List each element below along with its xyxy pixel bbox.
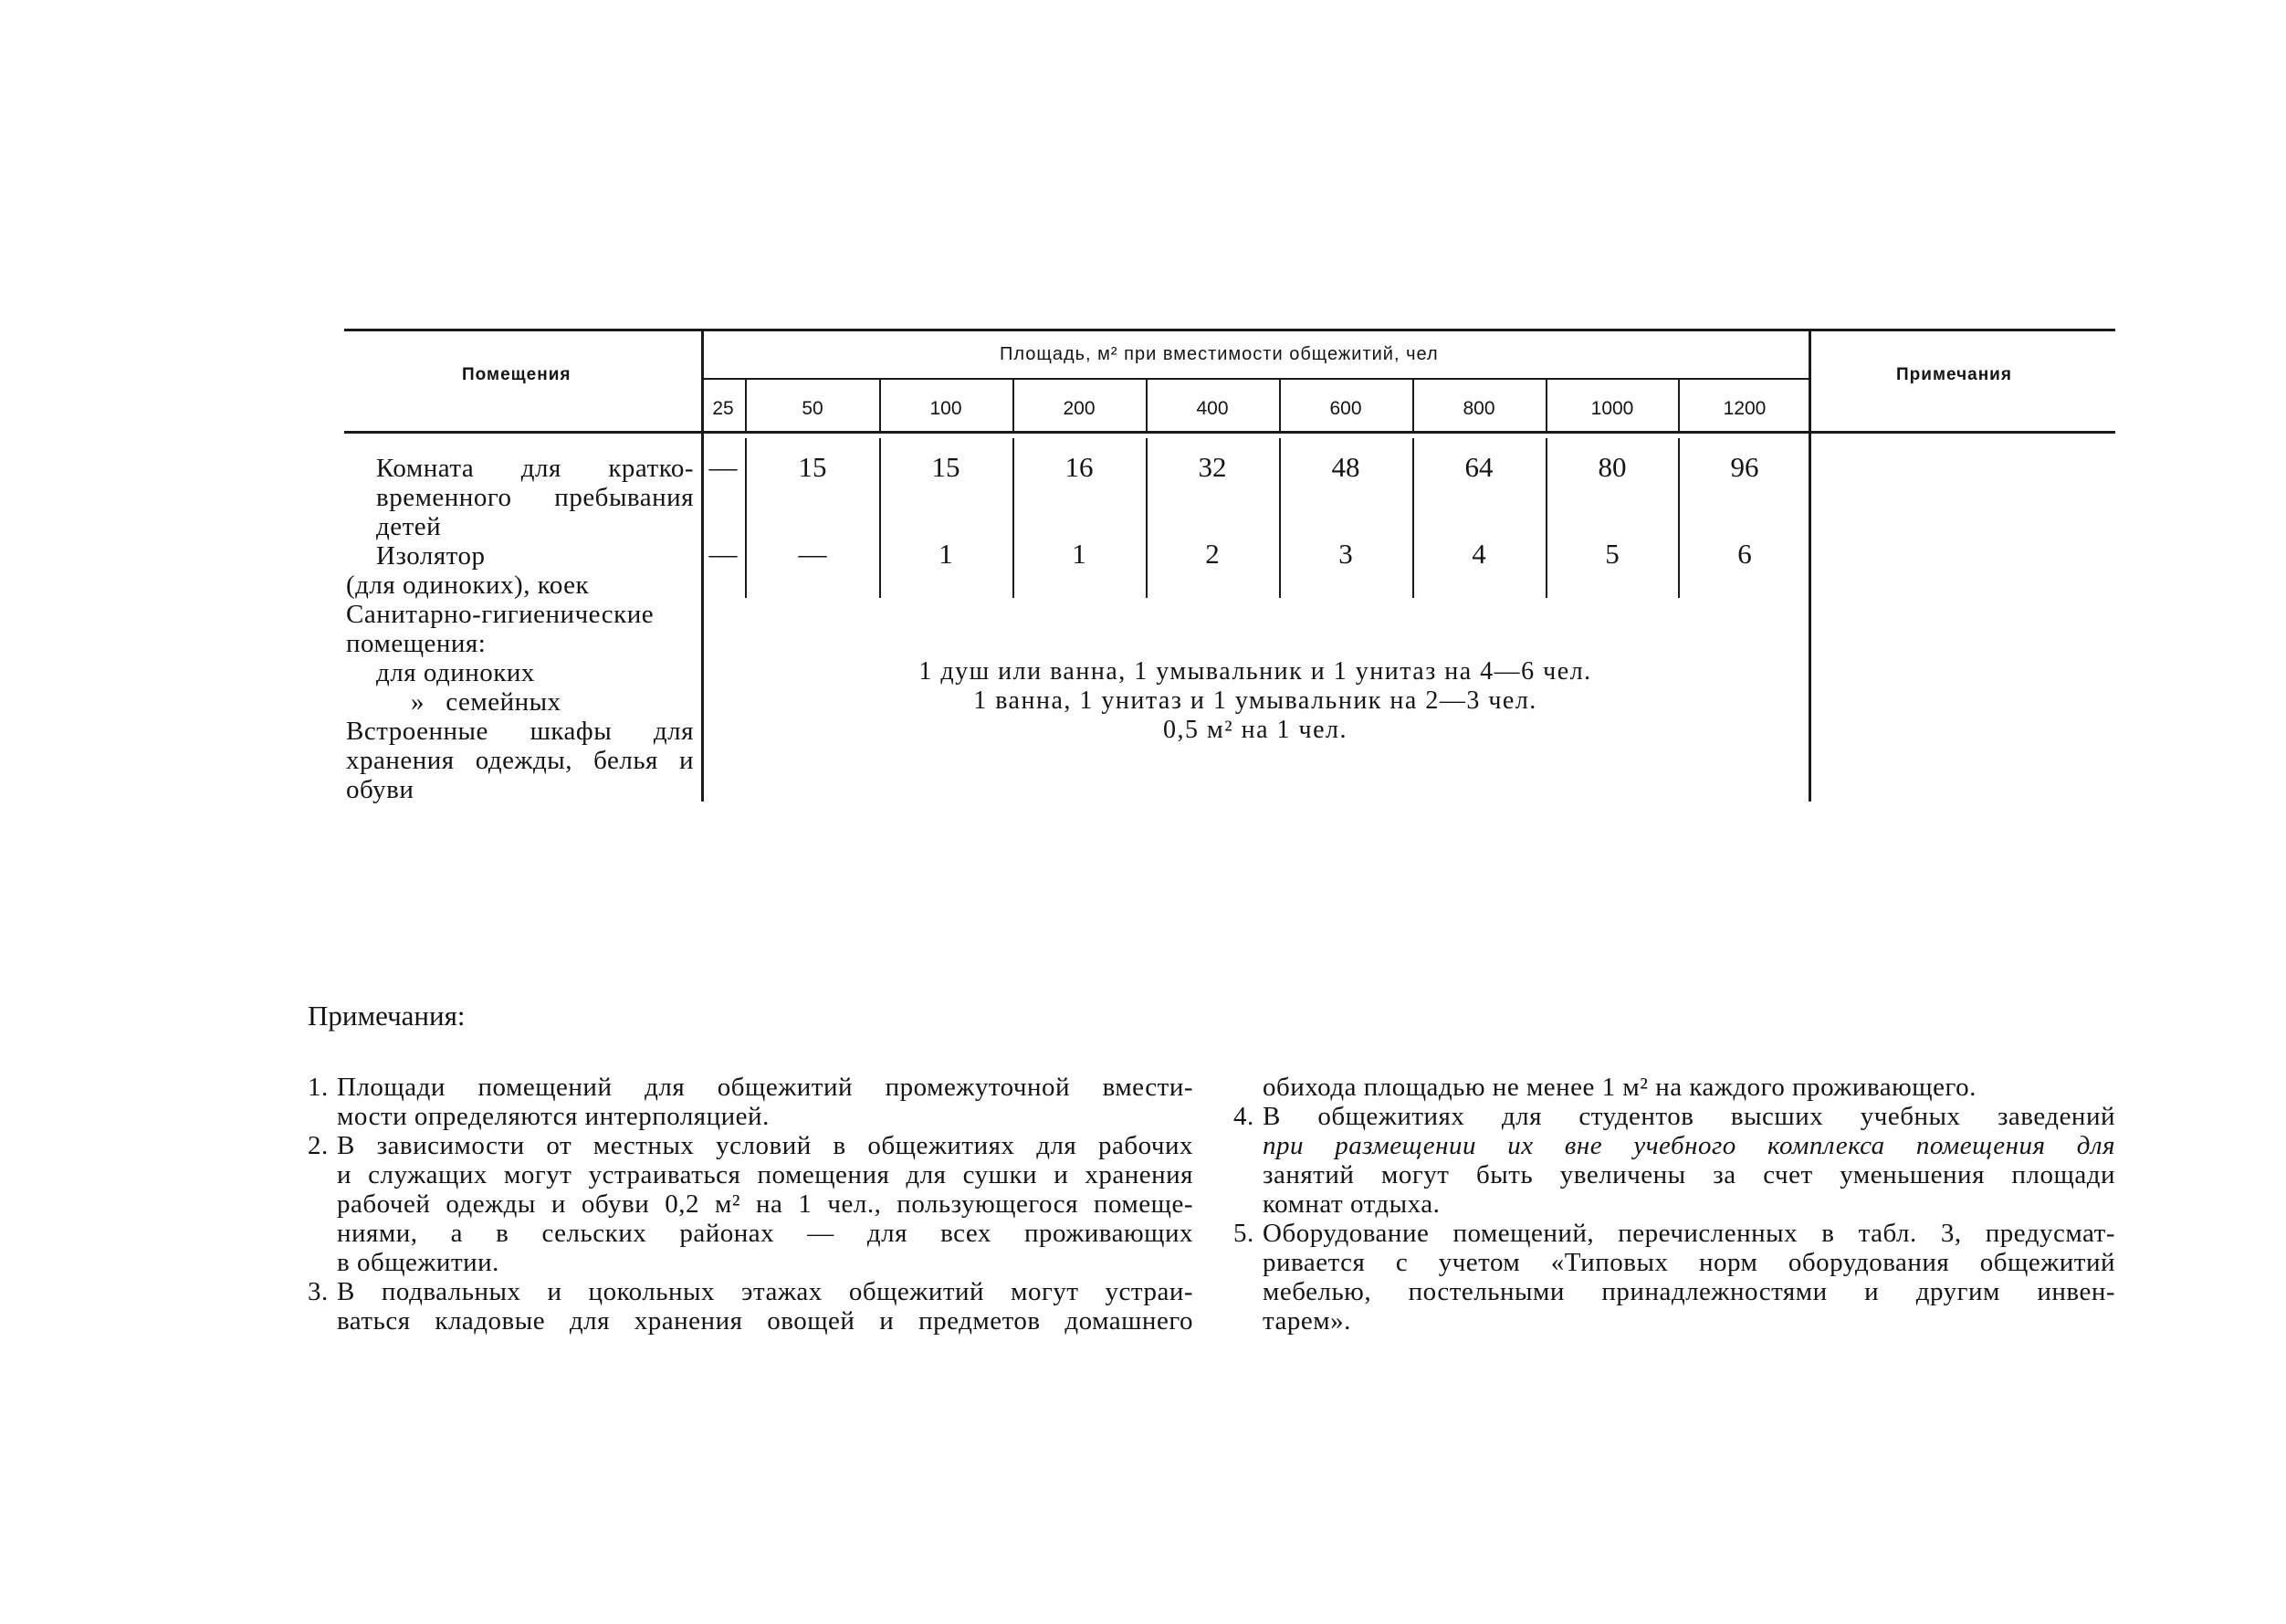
capacity-divider bbox=[879, 438, 881, 598]
note-item bbox=[1233, 1219, 2115, 1336]
cell-value: 15 bbox=[798, 451, 827, 483]
note-number: 4. bbox=[1233, 1102, 1254, 1131]
note-line: комнат отдыха. bbox=[1263, 1189, 1441, 1219]
row-label-sanitary: помещения: bbox=[346, 629, 487, 658]
cell-value: 32 bbox=[1198, 451, 1227, 483]
cell-value: 15 bbox=[931, 451, 960, 483]
capacity-divider bbox=[1546, 380, 1547, 431]
capacity-header: 100 bbox=[929, 398, 962, 419]
note-line: и служащих могут устраиваться помещения для сушки и хранения bbox=[337, 1160, 1193, 1189]
note-line: обихода площадью не менее 1 м² на каждого проживающего. bbox=[1263, 1073, 1977, 1102]
cell-value: 6 bbox=[1737, 538, 1752, 570]
capacity-header: 400 bbox=[1196, 398, 1229, 419]
capacity-header: 800 bbox=[1463, 398, 1495, 419]
note-item bbox=[308, 1277, 1193, 1336]
sanitary-singles-value: 1 душ или ванна, 1 умывальник и 1 унитаз на 4—6 чел. bbox=[918, 657, 1592, 686]
note-item bbox=[308, 1073, 1193, 1131]
capacity-divider bbox=[879, 380, 881, 431]
table-top-rule bbox=[344, 329, 2115, 331]
note-item bbox=[308, 1131, 1193, 1277]
capacity-header: 1000 bbox=[1590, 398, 1634, 419]
note-line: при размещении их вне учебного комплекса помещения для bbox=[1263, 1131, 2115, 1160]
wardrobes-value: 0,5 м² на 1 чел. bbox=[1162, 716, 1347, 744]
cell-value: 5 bbox=[1605, 538, 1620, 570]
capacity-divider bbox=[1412, 380, 1414, 431]
row-label-sanitary: Санитарно-гигиенические bbox=[346, 600, 655, 629]
note-line: Площади помещений для общежитий промежуточной вмести- bbox=[337, 1073, 1193, 1102]
notes-column-border bbox=[1809, 330, 1811, 802]
note-line: тарем». bbox=[1263, 1306, 1351, 1336]
note-line: рабочей одежды и обуви 0,2 м² на 1 чел., пользующегося помеще- bbox=[337, 1189, 1193, 1219]
cell-value: 80 bbox=[1598, 451, 1627, 483]
row-label-isolator: (для одиноких), коек bbox=[346, 571, 590, 600]
capacity-divider bbox=[1012, 438, 1014, 598]
note-number: 1. bbox=[308, 1073, 329, 1102]
note-item bbox=[1233, 1102, 2115, 1219]
note-line: В зависимости от местных условий в общежитиях для рабочих bbox=[337, 1131, 1193, 1160]
cell-value: 64 bbox=[1464, 451, 1494, 483]
capacity-divider bbox=[1678, 380, 1680, 431]
note-line: ниями, а в сельских районах — для всех проживающих bbox=[337, 1219, 1193, 1248]
capacity-header: 50 bbox=[802, 398, 823, 419]
capacity-divider bbox=[1678, 438, 1680, 598]
cell-value: 1 bbox=[1072, 538, 1086, 570]
cell-value: 16 bbox=[1064, 451, 1094, 483]
sanitary-families-value: 1 ванна, 1 унитаз и 1 умывальник на 2—3 чел. bbox=[973, 686, 1537, 715]
cell-value: — bbox=[708, 451, 738, 483]
notes-column-header: Примечания bbox=[1896, 365, 2012, 384]
capacity-header: 200 bbox=[1063, 398, 1096, 419]
row-label-wardrobes: обуви bbox=[346, 775, 414, 804]
note-line: В подвальных и цокольных этажах общежитий могут устраи- bbox=[337, 1277, 1193, 1306]
capacity-subheader-rule bbox=[703, 378, 1810, 380]
capacity-divider bbox=[1279, 380, 1281, 431]
row-label-short-stay: временного пребывания bbox=[376, 483, 694, 512]
capacity-divider bbox=[1146, 438, 1148, 598]
room-column-header: Помещения bbox=[462, 365, 572, 384]
row-label-isolator: Изолятор bbox=[376, 541, 486, 571]
row-label-short-stay: детей bbox=[376, 512, 442, 541]
notes-title: Примечания: bbox=[308, 1000, 466, 1032]
note-item-continuation bbox=[1233, 1073, 2115, 1102]
area-column-header: Площадь, м² при вместимости общежитий, чел bbox=[1000, 344, 1439, 364]
capacity-divider bbox=[1546, 438, 1547, 598]
capacity-header: 25 bbox=[712, 398, 734, 419]
cell-value: 2 bbox=[1205, 538, 1220, 570]
row-label-short-stay: Комната для кратко- bbox=[376, 454, 694, 483]
capacity-divider bbox=[1012, 380, 1014, 431]
header-bottom-rule bbox=[344, 431, 2115, 434]
capacity-divider bbox=[1279, 438, 1281, 598]
note-number: 2. bbox=[308, 1131, 329, 1160]
note-line: ваться кладовые для хранения овощей и предметов домашнего bbox=[337, 1306, 1193, 1336]
cell-value: 4 bbox=[1472, 538, 1486, 570]
note-line: мебелью, постельными принадлежностями и другим инвен- bbox=[1263, 1277, 2115, 1306]
note-line: Оборудование помещений, перечисленных в табл. 3, предусмат- bbox=[1263, 1219, 2115, 1248]
capacity-divider bbox=[1146, 380, 1148, 431]
capacity-header: 600 bbox=[1329, 398, 1362, 419]
row-label-wardrobes: Встроенные шкафы для bbox=[346, 717, 694, 746]
cell-value: 1 bbox=[939, 538, 953, 570]
note-line: В общежитиях для студентов высших учебных заведений bbox=[1263, 1102, 2115, 1131]
capacity-header: 1200 bbox=[1723, 398, 1767, 419]
cell-value: 96 bbox=[1730, 451, 1759, 483]
row-label-sanitary-families: » семейных bbox=[411, 687, 561, 717]
cell-value: — bbox=[798, 538, 827, 570]
row-label-sanitary-singles: для одиноких bbox=[376, 658, 535, 687]
capacity-divider bbox=[1412, 438, 1414, 598]
row-label-wardrobes: хранения одежды, белья и bbox=[346, 746, 694, 775]
cell-value: — bbox=[708, 538, 738, 570]
note-line: ривается с учетом «Типовых норм оборудования общежитий bbox=[1263, 1248, 2115, 1277]
cell-value: 3 bbox=[1338, 538, 1353, 570]
note-number: 5. bbox=[1233, 1219, 1254, 1248]
cell-value: 48 bbox=[1331, 451, 1360, 483]
note-line: мости определяются интерполяцией. bbox=[337, 1102, 770, 1131]
note-line: в общежитии. bbox=[337, 1248, 499, 1277]
note-number: 3. bbox=[308, 1277, 329, 1306]
note-line: занятий могут быть увеличены за счет уменьшения площади bbox=[1263, 1160, 2115, 1189]
